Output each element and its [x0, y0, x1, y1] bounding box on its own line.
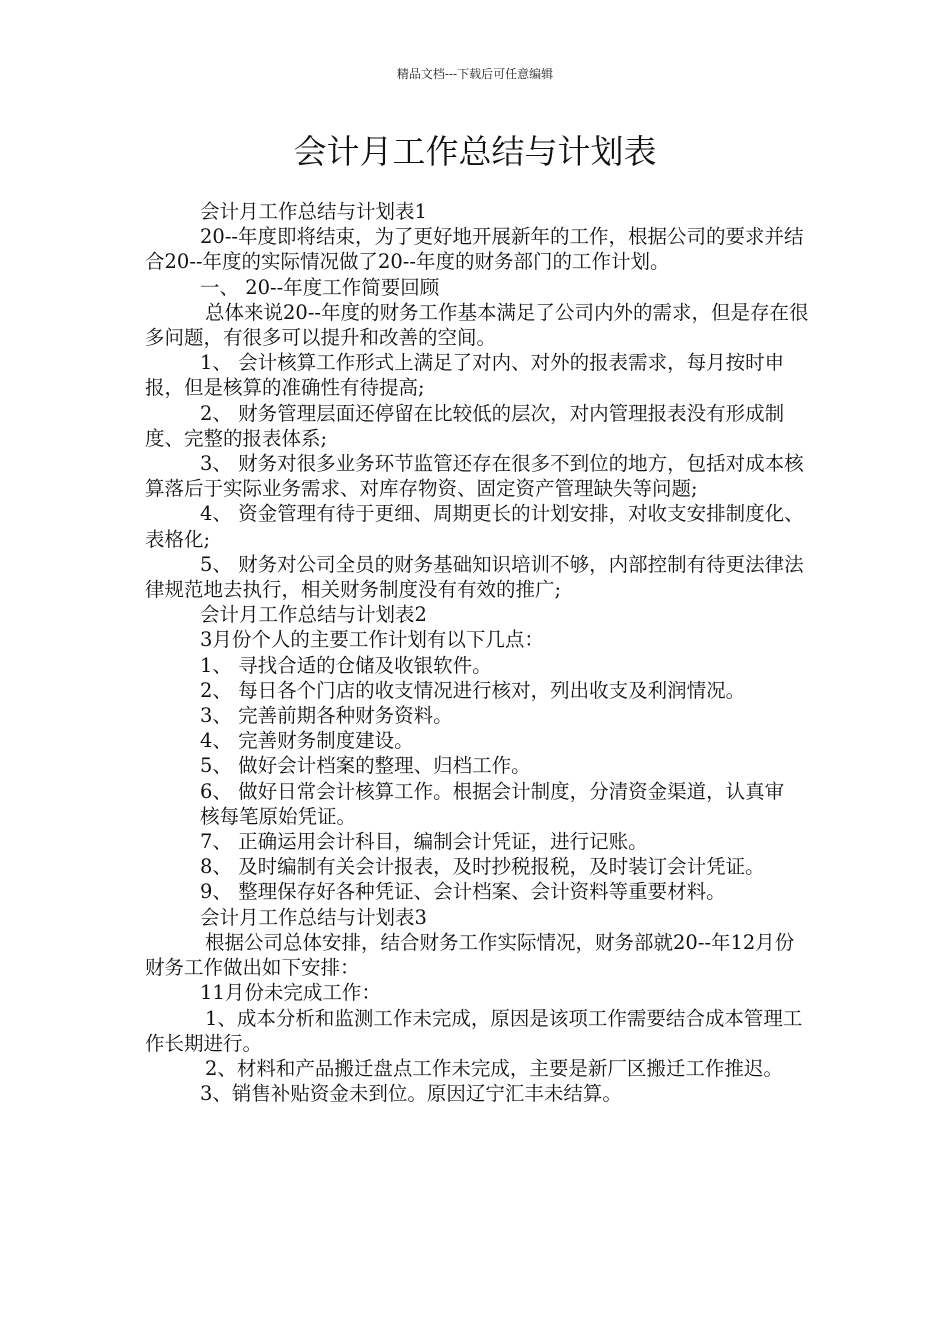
document-body [145, 199, 813, 1106]
list-item: 2、 每日各个门店的收支情况进行核对，列出收支及利润情况。 [200, 678, 746, 702]
list-item: 5、 做好会计档案的整理、归档工作。 [200, 754, 531, 778]
list-item: 1、成本分析和监测工作未完成，原因是该项工作需要结合成本管理工作长期进行。 [145, 1006, 803, 1055]
list-item: 1、 会计核算工作形式上满足了对内、对外的报表需求，每月按时申报，但是核算的准确性有待提高; [145, 351, 785, 400]
list-item: 5、 财务对公司全员的财务基础知识培训不够，内部控制有待更法律法律规范地去执行，相关财务制度没有有效的推广; [145, 552, 804, 602]
list-item: 7、 正确运用会计科目，编制会计凭证，进行记账。 [200, 830, 648, 854]
list-item: 1、 寻找合适的仓储及收银软件。 [200, 653, 492, 677]
list-item: 3、 完善前期各种财务资料。 [200, 704, 453, 728]
paragraph: 20--年度即将结束，为了更好地开展新年的工作，根据公司的要求并结合20--年度的实际情况做了20--年度的财务部门的工作计划。 [145, 225, 804, 274]
document-title: 会计月工作总结与计划表 [293, 132, 657, 171]
section-heading-2: 会计月工作总结与计划表2 [200, 603, 427, 627]
list-item: 6、 做好日常会计核算工作。根据会计制度，分清资金渠道，认真审 [200, 779, 785, 803]
list-item: 4、 完善财务制度建设。 [200, 729, 414, 753]
list-item: 2、 财务管理层面还停留在比较低的层次，对内管理报表没有形成制度、完整的报表体系; [145, 401, 785, 450]
list-item: 3、销售补贴资金未到位。原因辽宁汇丰未结算。 [200, 1082, 622, 1106]
list-item: 3、 财务对很多业务环节监管还存在很多不到位的地方，包括对成本核算落后于实际业务需求、对库存物资、固定资产管理缺失等问题; [145, 452, 804, 501]
paragraph: 3月份个人的主要工作计划有以下几点： [200, 628, 544, 652]
paragraph: 根据公司总体安排，结合财务工作实际情况，财务部就20--年12月份财务工作做出如下安排： [145, 930, 795, 980]
subsection-heading: 一、 20--年度工作简要回顾 [200, 275, 440, 299]
list-item: 4、 资金管理有待于更细、周期更长的计划安排，对收支安排制度化、表格化; [145, 502, 804, 551]
list-item: 9、 整理保存好各种凭证、会计档案、会计资料等重要材料。 [200, 880, 726, 904]
paragraph: 11月份未完成工作： [200, 981, 381, 1005]
header-note: 精品文档---下载后可任意编辑 [396, 67, 554, 81]
section-heading-3: 会计月工作总结与计划表3 [200, 905, 427, 929]
list-item: 8、 及时编制有关会计报表，及时抄税报税，及时装订会计凭证。 [200, 855, 765, 879]
paragraph: 总体来说20--年度的财务工作基本满足了公司内外的需求，但是存在很多问题，有很多可以提升和改善的空间。 [145, 300, 809, 350]
list-item: 2、材料和产品搬迁盘点工作未完成，主要是新厂区搬迁工作推迟。 [205, 1056, 783, 1080]
section-heading-1: 会计月工作总结与计划表1 [200, 200, 427, 223]
list-item-continuation: 核每笔原始凭证。 [200, 804, 357, 828]
